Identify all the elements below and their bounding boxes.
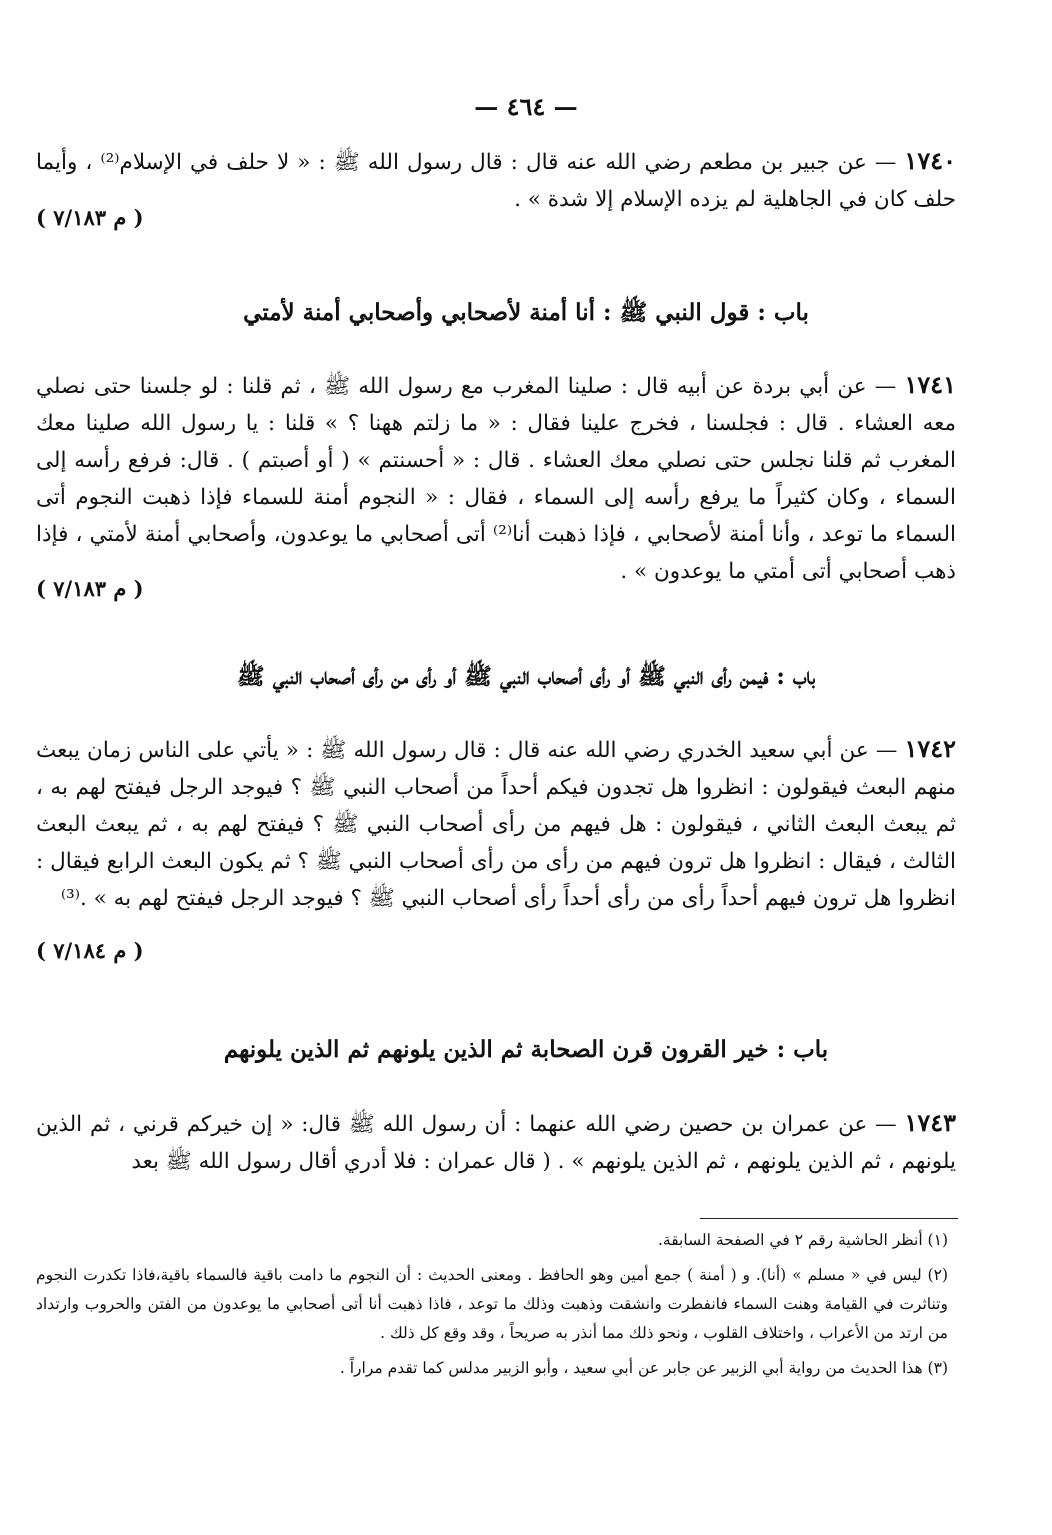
footnote: (٢) ليس في « مسلم » (أنا). و ( أمنة ) جمع أمين وهو الحافظ . ومعنى الحديث : أن النجوم ما دامت باقية فالسماء باقية،فاذا تكدرت النجوم وتناثرت في القيامة وهنت السماء فانفطرت وانشقت وذهبت وذلك ما توعد ، فاذا ذهبت أنا أتى أصحابي ما يوعدون من الفتن والحروب وارتداد من ارتد من الأعراب ، واختلاف القلوب ، ونحو ذلك مما أنذر به صريحاً ، وقد وقع كل ذلك . <box>36 1266 948 1342</box>
chapter-heading: باب : قول النبي ﷺ : أنا أمنة لأصحابي وأصحابي أمنة لأمتي <box>243 299 809 326</box>
hadith-text: — عن عمران بن حصين رضي الله عنهما : أن رسول الله ﷺ قال: « إن خيركم قرني ، ثم الذين يلونهم ، ثم الذين يلونهم ، ثم الذين يلونهم » . ( قال عمران : فلا أدري أقال رسول الله ﷺ بعد <box>36 1112 956 1174</box>
chapter-heading: باب : فيمن رأى النبي ﷺ أو رأى أصحاب النبي ﷺ أو رأى من رأى أصحاب النبي ﷺ <box>236 663 816 690</box>
hadith-1740 <box>36 142 956 218</box>
hadith-1742 <box>36 730 956 917</box>
hadith-text: — عن أبي سعيد الخدري رضي الله عنه قال : قال رسول الله ﷺ : « يأتي على الناس زمان يبعث منهم البعث فيقولون : انظروا هل تجدون فيكم أحداً من أصحاب النبي ﷺ ؟ فيوجد الرجل فيفتح لهم به ، ثم يبعث البعث الثاني ، فيقولون : هل فيهم من رأى أصحاب النبي ﷺ ؟ فيفتح لهم به ، ثم يبعث البعث الثالث ، فيقال : انظروا هل ترون فيهم من رأى من رأى أصحاب النبي ﷺ ؟ ثم يكون البعث الرابع فيقال : انظروا هل ترون فيهم أحداً رأى من رأى أحداً رأى أصحاب النبي ﷺ ؟ فيوجد الرجل فيفتح لهم به » .⁽³⁾ <box>36 738 956 911</box>
page-number: — ٤٦٤ — <box>474 92 578 121</box>
hadith-reference: ( م ٧/١٨٤ ) <box>36 938 144 963</box>
footnote-divider <box>700 1218 958 1219</box>
hadith-1741 <box>36 366 956 590</box>
hadith-number: ١٧٤١ <box>904 370 956 399</box>
hadith-text: — عن جبير بن مطعم رضي الله عنه قال : قال رسول الله ﷺ : « لا حلف في الإسلام⁽²⁾ ، وأيما حلف كان في الجاهلية لم يزده الإسلام إلا شدة » . <box>36 150 956 212</box>
chapter-heading: باب : خير القرون قرن الصحابة ثم الذين يلونهم ثم الذين يلونهم <box>223 1036 829 1063</box>
hadith-number: ١٧٤٢ <box>904 734 956 763</box>
footnotes <box>36 1226 948 1389</box>
hadith-reference: ( م ٧/١٨٣ ) <box>36 576 144 601</box>
hadith-reference: ( م ٧/١٨٣ ) <box>36 205 144 230</box>
hadith-text: — عن أبي بردة عن أبيه قال : صلينا المغرب مع رسول الله ﷺ ، ثم قلنا : لو جلسنا حتى نصلي معه العشاء . قال : فجلسنا ، فخرج علينا فقال : « ما زلتم ههنا ؟ » قلنا : يا رسول الله صلينا معك المغرب ثم قلنا نجلس حتى نصلي معك العشاء . قال : « أحسنتم » ( أو أصبتم ) . قال: فرفع رأسه إلى السماء ، وكان كثيراً ما يرفع رأسه إلى السماء ، فقال : « النجوم أمنة للسماء فإذا ذهبت النجوم أتى السماء ما توعد ، وأنا أمنة لأصحابي ، فإذا ذهبت أنا⁽²⁾ أتى أصحابي ما يوعدون، وأصحابي أمنة لأمتي ، فإذا ذهب أصحابي أتى أمتي ما يوعدون » . <box>36 374 956 584</box>
hadith-number: ١٧٤٣ <box>904 1108 956 1137</box>
hadith-number: ١٧٤٠ <box>904 146 956 175</box>
hadith-1743 <box>36 1104 956 1180</box>
footnote: (٣) هذا الحديث من رواية أبي الزبير عن جابر عن أبي سعيد ، وأبو الزبير مدلس كما تقدم مراراً . <box>339 1359 948 1377</box>
footnote: (١) أنظر الحاشية رقم ٢ في الصفحة السابقة. <box>657 1231 948 1249</box>
